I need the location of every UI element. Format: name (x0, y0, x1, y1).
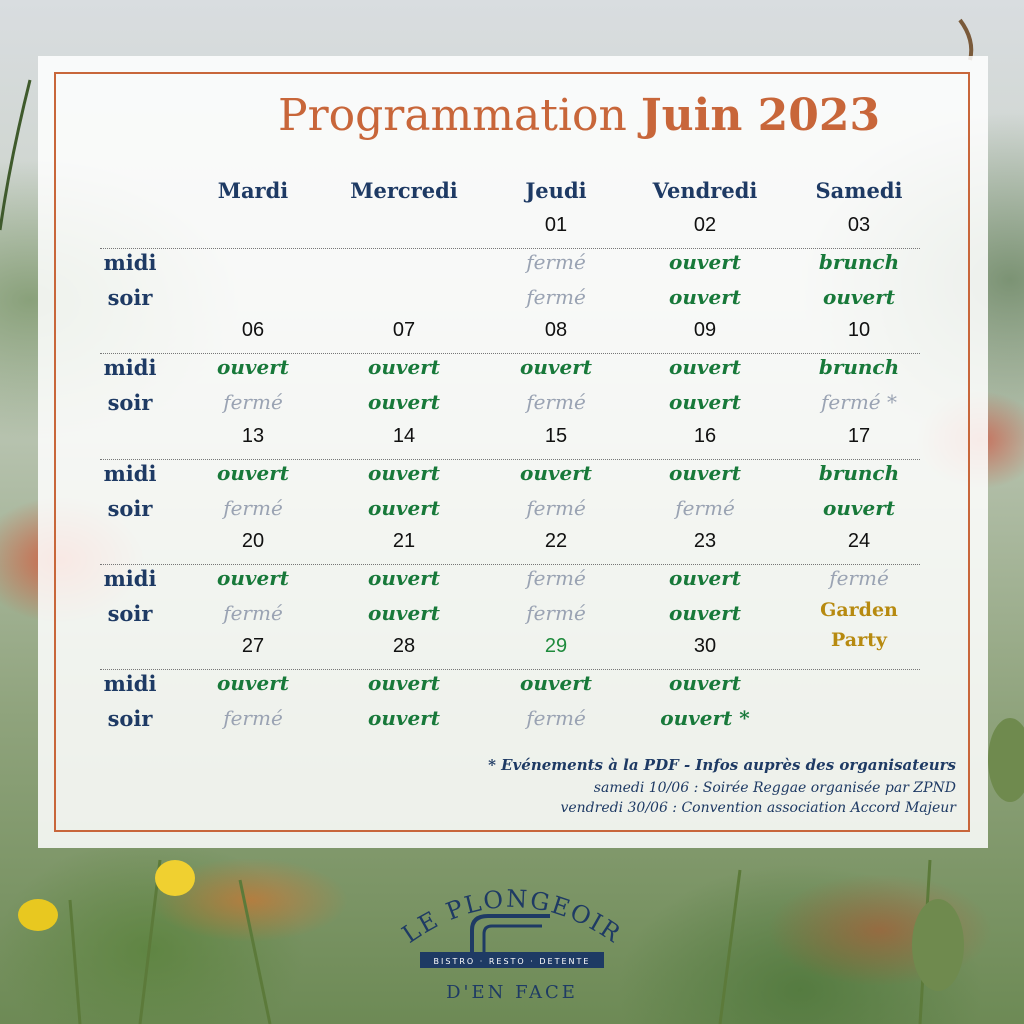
midi-label: midi (103, 461, 157, 486)
date-cell: 09 (693, 319, 717, 341)
midi-status: fermé (526, 566, 586, 590)
date-cell: 15 (544, 425, 568, 447)
soir-status: ouvert (822, 285, 895, 309)
midi-status: brunch (818, 355, 900, 379)
soir-status: fermé (526, 706, 586, 730)
soir-status: fermé (526, 390, 586, 414)
date-cell: 13 (241, 425, 265, 447)
date-cell: 27 (241, 635, 265, 657)
date-cell: 23 (693, 530, 717, 552)
midi-status: ouvert (668, 566, 741, 590)
title-main: Programmation (278, 90, 627, 141)
soir-status: fermé (223, 706, 283, 730)
date-cell: 03 (847, 214, 871, 236)
day-header-vendredi: Vendredi (652, 178, 758, 203)
soir-status: fermé (223, 496, 283, 520)
logo-bottom-text: D'EN FACE (446, 982, 578, 1003)
soir-label: soir (107, 496, 153, 521)
midi-status: ouvert (216, 671, 289, 695)
day-header-samedi: Samedi (815, 178, 903, 203)
title-month: Juin 2023 (640, 90, 881, 141)
soir-status: ouvert (668, 285, 741, 309)
soir-status: ouvert (668, 390, 741, 414)
midi-label: midi (103, 671, 157, 696)
date-cell: 02 (693, 214, 717, 236)
midi-status: ouvert (367, 355, 440, 379)
date-cell: 21 (392, 530, 416, 552)
date-cell: 24 (847, 530, 871, 552)
midi-status: fermé (829, 566, 889, 590)
date-cell: 14 (392, 425, 416, 447)
midi-status: ouvert (668, 671, 741, 695)
soir-status: fermé (223, 390, 283, 414)
midi-status: ouvert (367, 671, 440, 695)
date-cell: 17 (847, 425, 871, 447)
soir-status: fermé (526, 285, 586, 309)
soir-status: ouvert (367, 706, 440, 730)
midi-status: ouvert (519, 355, 592, 379)
plongeoir-logo (392, 872, 632, 1012)
soir-status: fermé (675, 496, 735, 520)
midi-status: brunch (818, 461, 900, 485)
date-cell: 16 (693, 425, 717, 447)
day-header-mardi: Mardi (217, 178, 289, 203)
day-header-mercredi: Mercredi (350, 178, 458, 203)
date-cell: 06 (241, 319, 265, 341)
date-cell: 30 (693, 635, 717, 657)
midi-status: ouvert (367, 566, 440, 590)
midi-status: ouvert (216, 355, 289, 379)
midi-status: ouvert (519, 461, 592, 485)
midi-status: ouvert (668, 355, 741, 379)
note-line: vendredi 30/06 : Convention association Accord Majeur (560, 800, 956, 816)
day-header-jeudi: Jeudi (525, 178, 587, 203)
note-line: samedi 10/06 : Soirée Reggae organisée par ZPND (593, 780, 956, 796)
soir-label: soir (107, 390, 153, 415)
soir-status: ouvert (367, 496, 440, 520)
midi-status: ouvert (668, 461, 741, 485)
date-cell: 29 (544, 635, 568, 657)
date-cell: 10 (847, 319, 871, 341)
soir-status: Garden Party (820, 599, 898, 651)
soir-label: soir (107, 601, 153, 626)
soir-status: ouvert * (660, 706, 750, 730)
soir-label: soir (107, 285, 153, 310)
soir-status: ouvert (668, 601, 741, 625)
midi-status: ouvert (216, 566, 289, 590)
week-separator (100, 353, 920, 354)
logo-band-text: BISTRO · RESTO · DETENTE (433, 957, 591, 966)
date-cell: 07 (392, 319, 416, 341)
soir-status: ouvert (367, 601, 440, 625)
midi-label: midi (103, 355, 157, 380)
midi-label: midi (103, 566, 157, 591)
date-cell: 28 (392, 635, 416, 657)
midi-status: ouvert (668, 250, 741, 274)
notes-title: * Evénements à la PDF - Infos auprès des organisateurs (488, 756, 956, 774)
soir-label: soir (107, 706, 153, 731)
date-cell: 08 (544, 319, 568, 341)
soir-status: fermé (223, 601, 283, 625)
midi-status: brunch (818, 250, 900, 274)
soir-status: ouvert (367, 390, 440, 414)
midi-status: ouvert (519, 671, 592, 695)
soir-status: ouvert (822, 496, 895, 520)
page-title (278, 86, 880, 146)
events-notes (488, 756, 956, 820)
midi-status: fermé (526, 250, 586, 274)
soir-status: fermé (526, 601, 586, 625)
date-cell: 20 (241, 530, 265, 552)
week-separator (100, 248, 920, 249)
week-separator (100, 564, 920, 565)
week-separator (100, 459, 920, 460)
midi-status: ouvert (367, 461, 440, 485)
week-separator (100, 669, 920, 670)
date-cell: 01 (544, 214, 568, 236)
midi-label: midi (103, 250, 157, 275)
date-cell: 22 (544, 530, 568, 552)
logo-top-text: LE PLONGEOIR (397, 884, 627, 949)
soir-status: fermé (526, 496, 586, 520)
soir-status: fermé * (821, 390, 897, 414)
midi-status: ouvert (216, 461, 289, 485)
